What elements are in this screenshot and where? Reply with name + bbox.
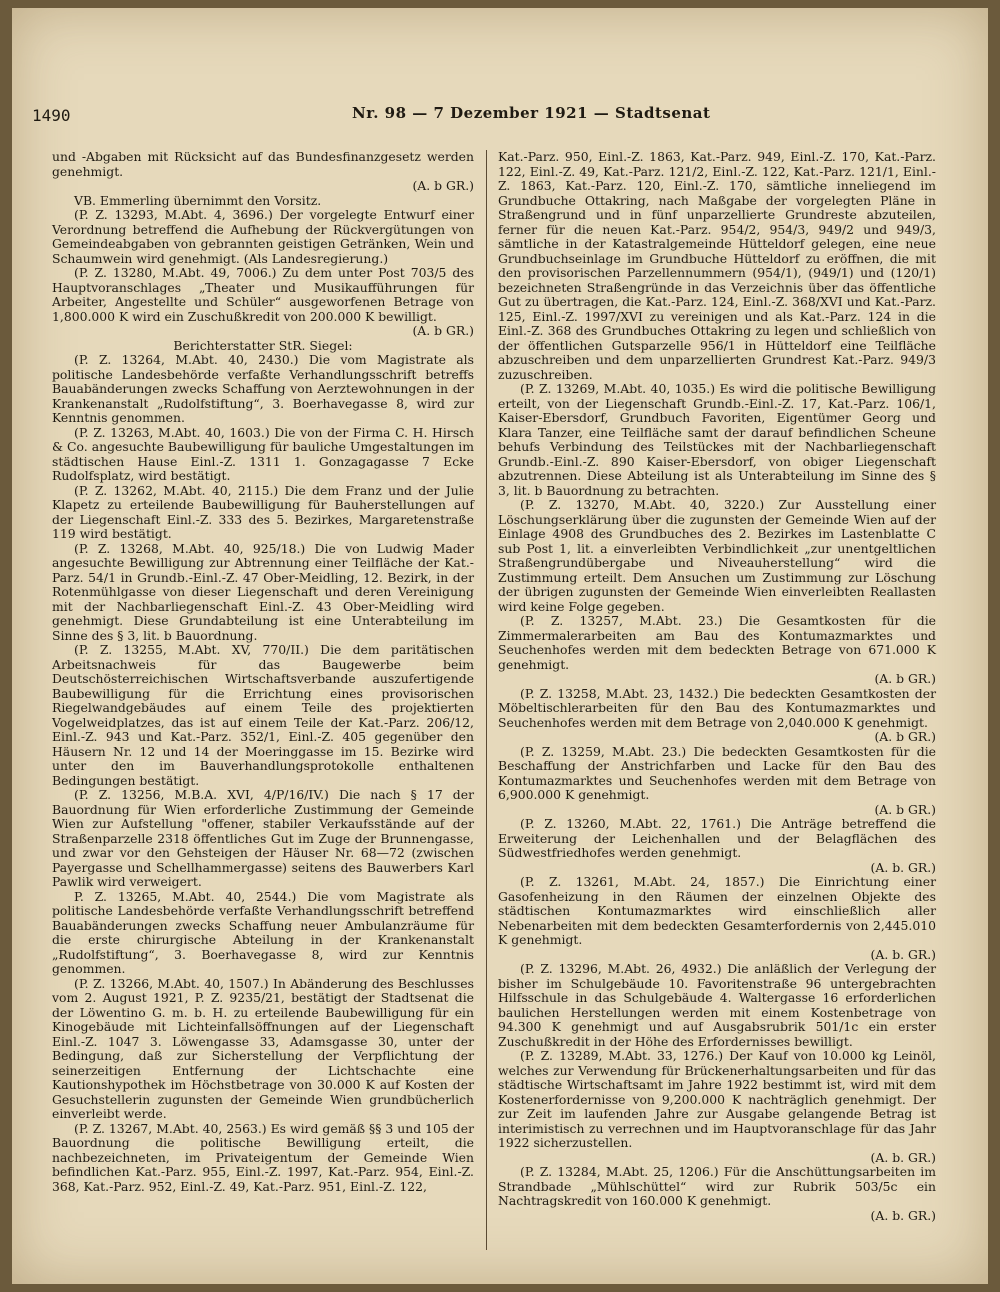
paragraph-text: (P. Z. 13289, M.Abt. 33, 1276.) Der Kauf von 10.000 kg Leinöl, welches zur Verwendung für Brückenerhaltungsarbeiten und für das städtische Wirtschaftsamt im Jahre 1922 bestimmt ist, wird mit dem Kostenerfordernisse von 9,200.000 K nachträglich genehmigt. Der zur Zeit im laufenden Jahre zur Ausgabe gelangende Betrag ist interimistisch zu verrechnen und im Hauptvoranschlage für das Jahr 1922 sicherzustellen. (498, 1048, 936, 1150)
paragraph (52, 266, 474, 339)
paragraph (52, 150, 474, 194)
paragraph-text: (P. Z. 13280, M.Abt. 49, 7006.) Zu dem unter Post 703/5 des Hauptvoranschlages „Theater und Musikaufführungen für Arbeiter, Angestellte und Schüler“ ausgeworfenen Betrage von 1,800.000 K wird ein Zuschußkredit von 200.000 K bewilligt. (52, 265, 474, 324)
paragraph-text: (P. Z. 13269, M.Abt. 40, 1035.) Es wird die politische Bewilligung erteilt, von der Liegenschaft Grundb.-Einl.-Z. 17, Kat.-Parz. 106/1, Kaiser-Ebersdorf, Grundbuch Favoriten, Eigentümer Georg und Klara Tanzer, eine Teilfläche samt der darauf befindlichen Scheune behufs Verbindung des Teilstückes mit der Nachbarliegenschaft Grundb.-Einl.-Z. 890 Kaiser-Ebersdorf, von obiger Liegenschaft abzutrennen. Diese Abteilung ist als Unterabteilung im Sinne des § 3, lit. b Bauordnung zu betrachten. (498, 381, 936, 498)
paragraph-text: (P. Z. 13260, M.Abt. 22, 1761.) Die Anträge betreffend die Erweiterung der Leichenhallen und der Belagflächen des Südwestfriedhofes werden genehmigt. (498, 816, 936, 860)
paragraph (52, 484, 474, 542)
approval-note: (A. b. GR.) (870, 946, 936, 962)
paragraph-text: (P. Z. 13264, M.Abt. 40, 2430.) Die vom Magistrate als politische Landesbehörde verfaßte Verhandlungsschrift betreffs Bauabänderungen zwecks Schaffung von Aerztewohnungen in der Krankenanstalt „Rudolfstiftung“, 3. Boerhavegasse 8, wird zur Kenntnis genommen. (52, 352, 474, 425)
paragraph-text: (P. Z. 13256, M.B.A. XVI, 4/P/16/IV.) Die nach § 17 der Bauordnung für Wien erforderliche Zustimmung der Gemeinde Wien zur Aufstellung "offener, stabiler Verkaufsstände auf der Straßenparzelle 2318 öffentliches Gut im Zuge der Brunnengasse, und zwar vor den Gehsteigen der Häuser Nr. 68—72 (zwischen Payergasse und Schellhammergasse) seitens des Bauwerbers Karl Pawlik wird verweigert. (52, 787, 474, 889)
approval-note: (A. b GR.) (874, 671, 936, 686)
paragraph-text: (P. Z. 13262, M.Abt. 40, 2115.) Die dem Franz und der Julie Klapetz zu erteilende Baubewilligung für Bauherstellungen auf der Liegenschaft Einl.-Z. 333 des 5. Bezirkes, Margaretenstraße 119 wird bestätigt. (52, 482, 474, 541)
paragraph-text: (P. Z. 13268, M.Abt. 40, 925/18.) Die von Ludwig Mader angesuchte Bewilligung zur Abtrennung einer Teilfläche der Kat.-Parz. 54/1 in Grundb.-Einl.-Z. 47 Ober-Meidling, 12. Bezirk, in der Rotenmühlgasse von dieser Liegenschaft und deren Vereinigung mit der Nachbarliegenschaft Einl.-Z. 43 Ober-Meidling wird genehmigt. Diese Grundabteilung ist eine Unterabteilung im Sinne des § 3, lit. b Bauordnung. (52, 540, 474, 643)
paragraph-text: (P. Z. 13261, M.Abt. 24, 1857.) Die Einrichtung einer Gasofenheizung in den Räumen der einzelnen Objekte des städtischen Kontumazmarktes wird einschließlich aller Nebenarbeiten mit dem bedeckten Gesamterfordernis von 2,445.010 K genehmigt. (498, 874, 936, 947)
paragraph-text: (P. Z. 13255, M.Abt. XV, 770/II.) Die dem paritätischen Arbeitsnachweis für das Baugewerbe beim Deutschösterreichischen Wirtschaftsverbande auszufertigende Baubewilligung für die Errichtung eines provisorischen Riegelwandgebäudes auf einem Teile des projektierten Vogelweidplatzes, das ist auf einem Teile der Kat.-Parz. 206/12, Einl.-Z. 943 und Kat.-Parz. 352/1, Einl.-Z. 405 gegenüber den Häusern Nr. 12 und 14 der Moeringgasse im 15. Bezirke wird unter den im Bauverhandlungsprotokolle enthaltenen Bedingungen bestätigt. (52, 642, 474, 788)
approval-note: (A. b. GR.) (870, 1149, 936, 1165)
paragraph (498, 875, 936, 962)
paragraph-text: Berichterstatter StR. Siegel: (173, 337, 353, 353)
paragraph (498, 614, 936, 687)
paragraph-text: (P. Z. 13257, M.Abt. 23.) Die Gesamtkosten für die Zimmermalerarbeiten am Bau des Kontumazmarktes und Seuchenhofes werden mit dem bedeckten Betrage von 671.000 K genehmigt. (498, 613, 936, 672)
paragraph (52, 353, 474, 426)
paragraph (52, 788, 474, 890)
paragraph (52, 643, 474, 788)
paragraph-text: VB. Emmerling übernimmt den Vorsitz. (74, 192, 322, 208)
approval-note: (A. b GR.) (412, 323, 474, 338)
approval-note: (A. b. GR.) (870, 859, 936, 875)
paragraph (52, 1122, 474, 1195)
approval-note: (A. b GR.) (874, 801, 936, 817)
paragraph (498, 1165, 936, 1223)
paragraph-text: (P. Z. 13284, M.Abt. 25, 1206.) Für die Anschüttungsarbeiten im Strandbade „Mühlschüttel“ wird zur Rubrik 503/5c ein Nachtragskredit von 160.000 K genehmigt. (498, 1164, 936, 1208)
right-column (498, 150, 936, 1223)
paragraph (498, 1049, 936, 1165)
left-column (52, 150, 474, 1194)
paragraph (52, 542, 474, 644)
paragraph (498, 962, 936, 1049)
page-title: Nr. 98 — 7 Dezember 1921 — Stadtsenat (352, 104, 711, 122)
paragraph (498, 687, 936, 745)
paragraph-text: (P. Z. 13267, M.Abt. 40, 2563.) Es wird gemäß §§ 3 und 105 der Bauordnung die politische Bewilligung erteilt, die nachbezeichneten, im Privateigentum der Gemeinde Wien befindlichen Kat.-Parz. 955, Einl.-Z. 1997, Kat.-Parz. 954, Einl.-Z. 368, Kat.-Parz. 952, Einl.-Z. 49, Kat.-Parz. 951, Einl.-Z. 122, (52, 1120, 474, 1194)
paragraph-text: (P. Z. 13258, M.Abt. 23, 1432.) Die bedeckten Gesamtkosten der Möbeltischlerarbeiten für den Bau des Kontumazmarktes und Seuchenhofes werden mit dem Betrage von 2,040.000 K genehmigt. (498, 685, 936, 730)
approval-note: (A. b. GR.) (870, 1207, 936, 1223)
approval-note: (A. b GR.) (412, 178, 474, 193)
paragraph (498, 817, 936, 875)
paragraph (498, 745, 936, 818)
newspaper-page (12, 8, 988, 1284)
paragraph (498, 150, 936, 382)
paragraph (498, 498, 936, 614)
paragraph-text: Kat.-Parz. 950, Einl.-Z. 1863, Kat.-Parz. 949, Einl.-Z. 170, Kat.-Parz. 122, Einl.-Z. 49, Kat.-Parz. 121/2, Einl.-Z. 122, Kat.-Parz. 121/1, Einl.-Z. 1863, Kat.-Parz. 120, Einl.-Z. 170, sämtliche inneliegend im Grundbuche Ottakring, nach Maßgabe der vorgelegten Pläne in Straßengrund und in fünf unparzellierte Grundreste abzuteilen, ferner für die neuen Kat.-Parz. 954/2, 954/3, 949/2 und 949/3, sämtliche in der Katastralgemeinde Hütteldorf gelegen, eine neue Grundbuchseinlage im Grundbuche Hütteldorf zu eröffnen, die mit den provisorischen Parzellennummern (954/1), (949/1) und (120/1) bezeichneten Straßengründe in das Verzeichnis über das öffentliche Gut zu übertragen, die Kat.-Parz. 124, Einl.-Z. 368/XVI und Kat.-Parz. 125, Einl.-Z. 1997/XVI zu vereinigen und als Kat.-Parz. 124 in die Einl.-Z. 368 des Grundbuches Ottakring zu legen und schließlich von der öffentlichen Gutsparzelle 956/1 in Hütteldorf eine Teilfläche abzuschreiben und dem unparzellierten Grundrest Kat.-Parz. 949/3 zuzuschreiben. (498, 149, 936, 382)
paragraph (52, 426, 474, 484)
paragraph (52, 977, 474, 1122)
page-header (12, 100, 988, 130)
paragraph (498, 382, 936, 498)
paragraph (52, 890, 474, 977)
paragraph (52, 194, 474, 209)
paragraph-text: (P. Z. 13266, M.Abt. 40, 1507.) In Abänderung des Beschlusses vom 2. August 1921, P. Z. 9235/21, bestätigt der Stadtsenat die der Löwentino G. m. b. H. zu erteilende Baubewilligung für ein Kinogebäude mit Lichteinfallsöffnungen auf der Liegenschaft Einl.-Z. 1047 3. Löwengasse 33, Adamsgasse 30, unter der Bedingung, daß zur Sicherstellung der Verpflichtung der seinerzeitigen Entfernung der Lichtschachte eine Kautionshypothek im Höchstbetrage von 30.000 K auf Kosten der Gesuchstellerin zugunsten der Gemeinde Wien grundbücherlich einverleibt werde. (52, 975, 474, 1121)
paragraph-text: (P. Z. 13270, M.Abt. 40, 3220.) Zur Ausstellung einer Löschungserklärung über die zugunsten der Gemeinde Wien auf der Einlage 4908 des Grundbuches des 2. Bezirkes im Lastenblatte C sub Post 1, lit. a einverleibten Verbindlichkeit „zur unentgeltlichen Straßengrundübergabe und Niveauherstellung“ wird die Zustimmung erteilt. Dem Ansuchen um Zustimmung zur Löschung der übrigen zugunsten der Gemeinde Wien einverleibten Reallasten wird keine Folge gegeben. (498, 497, 936, 614)
page-number: 1490 (32, 106, 71, 125)
column-divider (486, 150, 487, 1250)
paragraph (52, 339, 474, 354)
paragraph-text: (P. Z. 13293, M.Abt. 4, 3696.) Der vorgelegte Entwurf einer Verordnung betreffend die Aufhebung der Rückvergütungen von Gemeindeabgaben von gebrannten geistigen Getränken, Wein und Schaumwein wird genehmigt. (Als Landesregierung.) (52, 207, 474, 266)
paragraph-text: P. Z. 13265, M.Abt. 40, 2544.) Die vom Magistrate als politische Landesbehörde verfaßte Verhandlungsschrift betreffend Bauabänderungen zwecks Schaffung neuer Ambulanzräume für die erste chirurgische Abteilung in der Krankenanstalt „Rudolfstiftung“, 3. Boerhavegasse 8, wird zur Kenntnis genommen. (52, 888, 474, 976)
paragraph-text: und -Abgaben mit Rücksicht auf das Bundesfinanzgesetz werden genehmigt. (52, 149, 474, 179)
paragraph-text: (P. Z. 13263, M.Abt. 40, 1603.) Die von der Firma C. H. Hirsch & Co. angesuchte Baubewilligung für bauliche Umgestaltungen im städtischen Hause Einl.-Z. 1311 1. Gonzagagasse 7 Ecke Rudolfsplatz, wird bestätigt. (52, 424, 474, 483)
paragraph (52, 208, 474, 266)
paragraph-text: (P. Z. 13259, M.Abt. 23.) Die bedeckten Gesamtkosten für die Beschaffung der Anstrichfarben und Lacke für den Bau des Kontumazmarktes und Seuchenhofes werden mit dem Betrage von 6,900.000 K genehmigt. (498, 743, 936, 802)
paragraph-text: (P. Z. 13296, M.Abt. 26, 4932.) Die anläßlich der Verlegung der bisher im Schulgebäude 10. Favoritenstraße 96 untergebrachten Hilfsschule in das Schulgebäude 4. Waltergasse 16 erforderlichen baulichen Herstellungen werden mit einem Kostenbetrage von 94.300 K genehmigt und auf Ausgabsrubrik 501/1c ein erster Zuschußkredit in der Höhe des Erfordernisses bewilligt. (498, 961, 936, 1049)
approval-note: (A. b GR.) (874, 729, 936, 744)
